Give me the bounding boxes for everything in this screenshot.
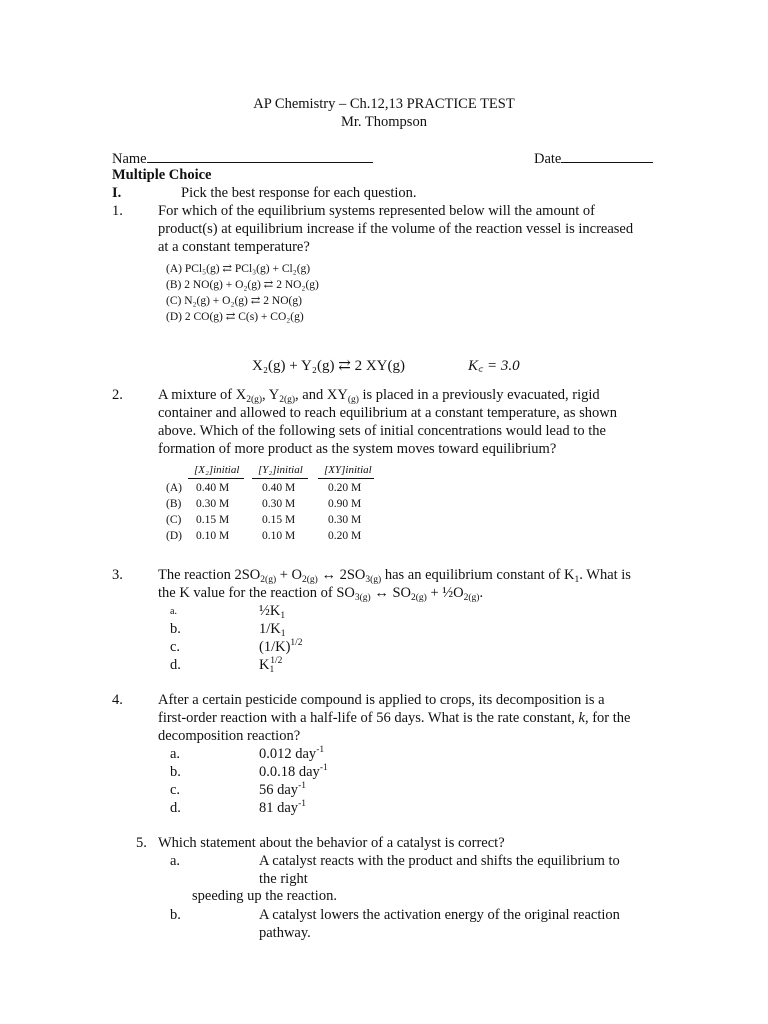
q3-option-c-text: $(1/K)^{1/2}$: [259, 638, 303, 655]
date-blank[interactable]: [561, 148, 653, 163]
q2-table-header-y2: [Y₂]initial: [258, 464, 303, 476]
q3-option-b-text: $1/K_1$: [259, 621, 286, 639]
q3-option-d-text: $K_1^{1/2}$: [259, 656, 283, 675]
q4-option-c-text: 56 day$^{-1}$: [259, 781, 306, 798]
q3-option-b-letter: b.: [170, 621, 181, 637]
q1-option-c: (C) N₂(g) + O₂(g) ⇄ 2 NO(g): [166, 295, 302, 307]
q2-row-b-xy: 0.90 M: [328, 498, 362, 510]
q3-option-a-letter: a.: [170, 606, 177, 617]
name-label: Name: [112, 151, 147, 167]
q3-option-d-letter: d.: [170, 657, 181, 673]
name-blank[interactable]: [147, 148, 373, 163]
q2-row-a-xy: 0.20 M: [328, 482, 362, 494]
section-instruction: Pick the best response for each question.: [181, 185, 417, 201]
q5-option-a-line3: speeding up the reaction.: [192, 888, 337, 904]
q2-row-a-label: (A): [166, 482, 182, 494]
q5-option-b-line1: A catalyst lowers the activation energy of the original reaction: [259, 907, 620, 923]
eq2-reaction: X₂(g) + Y₂(g) ⇄ 2 XY(g): [252, 358, 405, 374]
q5-option-a-letter: a.: [170, 853, 181, 869]
eq2-kc: K꜀ = 3.0: [468, 358, 520, 374]
q2-table-header-x2: [X₂]initial: [194, 464, 240, 476]
q2-table-rule-2: [252, 478, 308, 479]
q2-row-b-label: (B): [166, 498, 182, 510]
q4-number: 4.: [112, 692, 123, 708]
q1-line2: product(s) at equilibrium increase if the volume of the reaction vessel is increased: [158, 221, 634, 237]
q2-row-d-y2: 0.10 M: [262, 530, 296, 542]
q1-option-d: (D) 2 CO(g) ⇄ C(s) + CO₂(g): [166, 311, 304, 323]
q2-line1: A mixture of $X_{2(g)}$, $Y_{2(g)}$, and $XY_{(g)}$ is placed in a previously evacuated, rigid: [158, 387, 600, 405]
section-numeral: I.: [112, 185, 122, 201]
q1-option-a: (A) PCl₅(g) ⇄ PCl₃(g) + Cl₂(g): [166, 263, 311, 275]
q5-option-a-line2: the right: [259, 871, 308, 887]
q2-line4: formation of more product as the system moves toward equilibrium?: [158, 441, 557, 457]
q4-line1: After a certain pesticide compound is applied to crops, its decomposition is a: [158, 692, 605, 708]
q2-row-c-xy: 0.30 M: [328, 514, 362, 526]
q3-option-a-text: $\frac{1}{2}K_1$: [259, 603, 286, 621]
q4-option-d-letter: d.: [170, 800, 181, 816]
q4-line3: decomposition reaction?: [158, 728, 301, 744]
q4-option-b-text: 0.0.18 day$^{-1}$: [259, 763, 328, 780]
q3-line2: the K value for the reaction of $SO_{3(g)}$ ↔ $SO_{2(g)}$ + $\frac{1}{2}O_{2(g)}$.: [158, 585, 484, 603]
q2-table-rule-1: [188, 478, 244, 479]
q4-line2: first-order reaction with a half-life of 56 days. What is the rate constant, k, for the: [158, 710, 631, 726]
q1-option-b: (B) 2 NO(g) + O₂(g) ⇄ 2 NO₂(g): [166, 279, 319, 291]
q4-option-c-letter: c.: [170, 782, 181, 798]
q2-line3: above. Which of the following sets of initial concentrations would lead to the: [158, 423, 606, 439]
q2-row-a-x2: 0.40 M: [196, 482, 230, 494]
section-heading: Multiple Choice: [112, 167, 212, 183]
q4-option-a-text: 0.012 day$^{-1}$: [259, 745, 325, 762]
q5-number: 5.: [136, 835, 147, 851]
q2-row-c-y2: 0.15 M: [262, 514, 296, 526]
q2-number: 2.: [112, 387, 123, 403]
q4-option-d-text: 81 day$^{-1}$: [259, 799, 306, 816]
q2-row-c-x2: 0.15 M: [196, 514, 230, 526]
q2-table-rule-3: [318, 478, 374, 479]
q3-option-c-letter: c.: [170, 639, 181, 655]
q3-line1: The reaction $2SO_{2(g)} + O_{2(g)}$ ↔ $2SO_{3(g)}$ has an equilibrium constant of $K_1$. What is: [158, 567, 631, 585]
q2-row-d-xy: 0.20 M: [328, 530, 362, 542]
q2-row-c-label: (C): [166, 514, 182, 526]
q2-row-d-label: (D): [166, 530, 182, 542]
q5-option-b-line2: pathway.: [259, 925, 311, 941]
q4-option-a-letter: a.: [170, 746, 181, 762]
q2-table-header-xy: [XY]initial: [324, 464, 372, 476]
page-title: AP Chemistry – Ch.12,13 PRACTICE TEST: [253, 96, 515, 112]
q1-number: 1.: [112, 203, 123, 219]
q2-row-d-x2: 0.10 M: [196, 530, 230, 542]
q3-number: 3.: [112, 567, 123, 583]
q5-option-a-line1: A catalyst reacts with the product and shifts the equilibrium to: [259, 853, 620, 869]
date-field[interactable]: [534, 148, 653, 168]
name-field[interactable]: [112, 148, 373, 168]
q2-row-b-y2: 0.30 M: [262, 498, 296, 510]
q4-option-b-letter: b.: [170, 764, 181, 780]
q1-line3: at a constant temperature?: [158, 239, 310, 255]
q2-row-b-x2: 0.30 M: [196, 498, 230, 510]
q2-row-a-y2: 0.40 M: [262, 482, 296, 494]
q1-line1: For which of the equilibrium systems represented below will the amount of: [158, 203, 595, 219]
date-label: Date: [534, 151, 562, 167]
teacher-name: Mr. Thompson: [341, 114, 427, 130]
q5-option-b-letter: b.: [170, 907, 181, 923]
q5-question: Which statement about the behavior of a catalyst is correct?: [158, 835, 505, 851]
q2-line2: container and allowed to reach equilibrium at a constant temperature, as shown: [158, 405, 618, 421]
